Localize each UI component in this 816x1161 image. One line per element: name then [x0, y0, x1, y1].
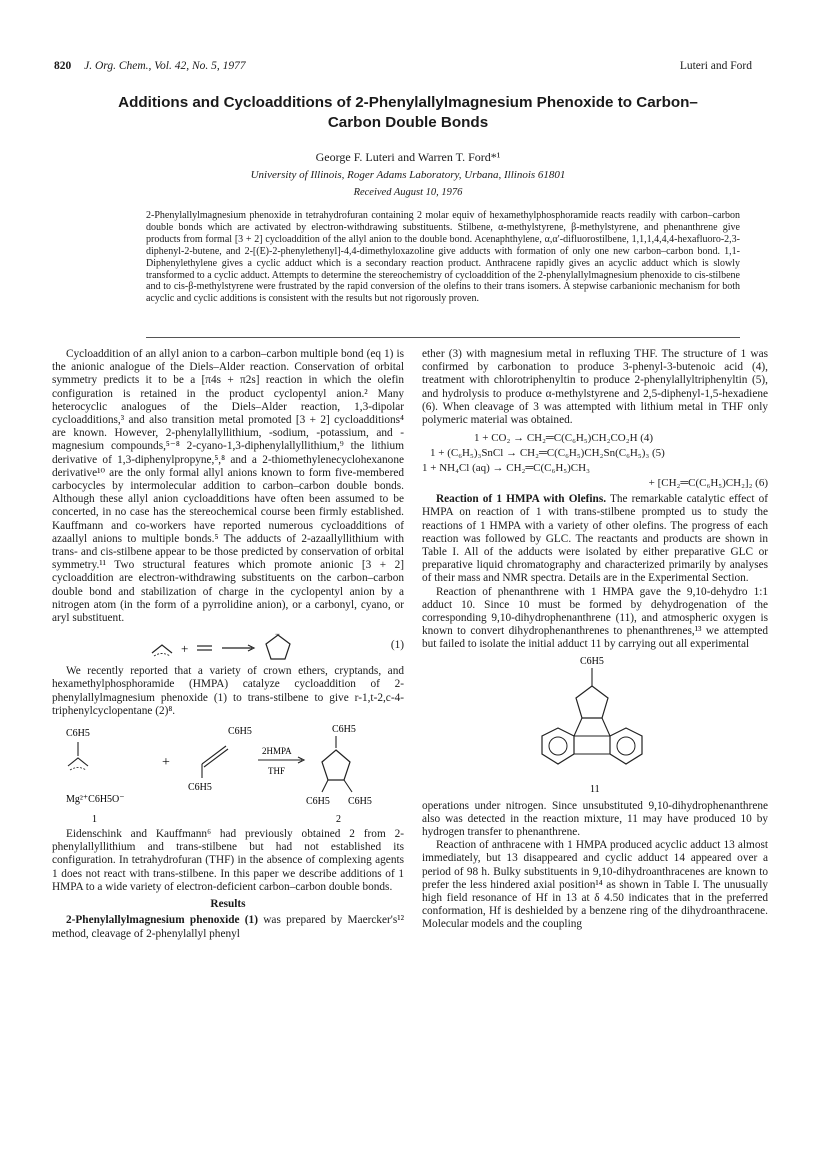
allyl-delocalization-1	[70, 768, 86, 771]
abstract: 2-Phenylallylmagnesium phenoxide in tetrahydrofuran containing 2 molar equiv of hexamethylphosphoramide reacts readily with carbon–carbon double bonds which are activated by electron-withdrawing substituents. Stilbene, α-methylstyrene, β-methylstyrene, and phenanthrene give products from formal [3 + 2] cycloaddition of the allyl anion to the double bond. Acenaphthylene, α,α′-difluorostilbene, 1,1,1,4,4,4-hexafluoro-2,3-diphenyl-2-butene, and 2-[(E)-2-phenylethenyl]-4,4-dimethyloxazoline give adducts with formation of only one new carbon–carbon bond. 1,1-Diphenylethylene gives a cyclic adduct which is a secondary reaction product. Anthracene rapidly gives an acyclic adduct which is slowly transformed to a cyclic adduct. Attempts to determine the stereochemistry of cycloaddition of the 2-phenylallylmagnesium phenoxide to cis-stilbene and to cis-β-methylstyrene were frustrated by the rapid conversion of the olefins to their trans isomers. A stepwise carbanionic mechanism for both acyclic and cyclic additions is consistent with the results but not rigorously proven.	[146, 210, 740, 305]
journal-citation: J. Org. Chem., Vol. 42, No. 5, 1977	[84, 60, 246, 72]
catalysis-paragraph: We recently reported that a variety of crown ethers, cryptands, and hexamethylphosphoramide (HMPA) catalyze cycloaddition of 2-phenylallylmagnesium phenoxide (1) to trans-stilbene to give r-1,t-2,c-4-triphenylcyclopentane (2)⁸.	[52, 665, 404, 717]
allyl-delocalization	[154, 654, 170, 657]
phenyl-label-4: C6H5	[332, 724, 356, 736]
results-paragraph	[52, 914, 404, 940]
equation-6-line-2: + [CH₂═C(C₆H₅)CH₂]₂ (6)	[648, 477, 768, 490]
solvent-label: THF	[268, 766, 286, 777]
cyclopentane-ring	[322, 750, 350, 780]
equation-5: 1 + (C₆H₅)₃SnCl → CH₂═C(C₆H₅)CH₂Sn(C₆H₅)₃ (5)	[430, 447, 665, 460]
equation-number: (1)	[390, 639, 404, 652]
compound-2-label: 2	[336, 814, 341, 826]
plus-sign-1: +	[181, 641, 189, 657]
intro-paragraph: Cycloaddition of an allyl anion to a carbon–carbon multiple bond (eq 1) is the anionic analogue of the Diels–Alder reaction. Conservation of orbital symmetry predicts it to be a [π4s + π2s] reaction in which the olefin configuration is retained in the product cyclopentyl anion.² Many heterocyclic analogues of the Diels–Alder reaction, 1,3-dipolar cycloadditions,³ and also transition metal promoted [3 + 2] cycloadditions⁴ are known. However, 2-phenylallyllithium, -sodium, -potassium, and -magnesium compounds,⁵⁻⁸ 2-cyano-1,3-diphenylallyllithium,⁹ the lithium derivative of 1,3-diphenylpropyne,⁵,⁸ and a 2-thiomethylenecyclohexanone derivative¹⁰ are the only formal allyl anions known to form five-membered carbocycles by intermolecular addition to carbon–carbon double bonds. Although these allyl anion cycloadditions have often been assumed to be concerted, in no case has the stereochemical course been firmly established. Kauffmann and co-workers have reported numerous cycloadditions of azaallyl anions to multiple bonds.⁵ The adducts of 2-azaallyllithium with trans- and cis-stilbene appear to be those predicted by conservation of orbital symmetry.¹¹ Two structural features which promote anionic [3 + 2] cycloaddition are electron-withdrawing substituents on the carbon–carbon double bond and stabilization of charge in the cyclopentyl anion by a nitrogen atom (in the form of a pyrrolidine anion), or a carbonyl, cyano, or aryl substituent.	[52, 348, 404, 625]
structure-11	[422, 652, 768, 800]
phenyl-label-2: C6H5	[228, 726, 252, 738]
page-number: 820	[54, 60, 72, 72]
fused-bond-left	[574, 718, 582, 736]
compound-1-label: 1	[92, 814, 97, 826]
results-heading: Results	[210, 898, 246, 911]
anthracene-paragraph: Reaction of anthracene with 1 HMPA produced acyclic adduct 13 almost immediately, but 13 disappeared and cyclic adduct 14 appeared over a period of 98 h. Bulky substituents in 9,10-dihydroanthracenes are known to prefer the less hindered axial position¹⁴ as shown in Table I. The unusually high field resonance of Hf in 13 at δ 4.50 indicates that in the preferred conformation, Hf is deshielded by a benzene ring of the dihydroanthracene. Molecular models and the coupling	[422, 839, 768, 931]
reagent-label: 2HMPA	[262, 746, 292, 757]
paper-title: Additions and Cycloadditions of 2-Phenylallylmagnesium Phenoxide to Carbon–Carbon Double Bonds	[118, 94, 698, 131]
aromatic-circle-right	[617, 737, 635, 755]
fused-bond-right	[602, 718, 610, 736]
olefin-lead: Reaction of 1 HMPA with Olefins.	[436, 493, 607, 506]
allyl-frame	[68, 758, 88, 766]
equations-block	[422, 431, 768, 491]
cyclopentane-ring-11	[576, 686, 608, 718]
structure-phenyl-label: C6H5	[580, 655, 604, 667]
bond-2c	[344, 780, 352, 792]
phenyl-label-5: C6H5	[306, 796, 330, 808]
stilbene-bond-b	[204, 749, 228, 767]
olefin-paragraph	[422, 493, 768, 585]
olefin-text: The remarkable catalytic effect of HMPA on reaction of 1 with trans-stilbene prompted us to study the reactions of 1 HMPA with a variety of other olefins. The progress of each reaction was followed by GLC. The reactants and products are shown in Table I. All of the adducts were isolated by either preparative GLC or preparative liquid chromatography and characterized primarily by analyses of their mass and NMR spectra. Details are in the Experimental Section.	[422, 493, 768, 585]
aromatic-circle-left	[549, 737, 567, 755]
right-column	[422, 348, 768, 932]
plus-sign-2: +	[162, 755, 170, 771]
author-list: George F. Luteri and Warren T. Ford*¹	[315, 150, 501, 164]
results-lead: 2-Phenylallylmagnesium phenoxide (1)	[66, 914, 258, 927]
continuation-paragraph: ether (3) with magnesium metal in refluxing THF. The structure of 1 was confirmed by carbonation to produce 3-phenyl-3-butenoic acid (4), treatment with chlorotriphenyltin to produce 2-phenylallyltriphenyltin (5), and hydrolysis to produce α-methylstyrene and 2,5-diphenyl-1,5-hexadiene (6). When cleavage of 3 was attempted with lithium metal in THF only polymeric material was obtained.	[422, 348, 768, 427]
abstract-divider	[146, 337, 740, 338]
counterion-label: Mg²⁺C6H5O⁻	[66, 794, 125, 806]
results-text: was prepared by Maercker's¹² method, cleavage of 2-phenylallyl phenyl	[52, 914, 405, 940]
running-header	[54, 60, 246, 72]
phenyl-label-6: C6H5	[348, 796, 372, 808]
received-date: Received August 10, 1976	[353, 187, 463, 198]
phenyl-label-3: C6H5	[188, 782, 212, 794]
benzene-ring-left	[542, 728, 574, 764]
equation-4: 1 + CO₂ → CH₂═C(C₆H₅)CH₂CO₂H (4)	[474, 432, 654, 445]
background-paragraph: Eidenschink and Kauffmann⁶ had previously obtained 2 from 2-phenylallyllithium and trans-stilbene but had not established its configuration. In tetrahydrofuran (THF) in the absence of complexing agents 1 does not react with trans-stilbene. In this paper we describe additions of 1 HMPA to a wide variety of electron-deficient carbon–carbon double bonds.	[52, 828, 404, 893]
allyl-anion-shape	[152, 645, 172, 653]
equation-1-scheme	[52, 629, 404, 663]
nitrogen-paragraph: operations under nitrogen. Since unsubstituted 9,10-dihydrophenanthrene also was detected in the reaction mixture, 11 may have produced 10 by hydrogen transfer to phenanthrene.	[422, 799, 768, 839]
affiliation: University of Illinois, Roger Adams Laboratory, Urbana, Illinois 61801	[250, 169, 566, 181]
phenanthrene-paragraph: Reaction of phenanthrene with 1 HMPA gave the 9,10-dehydro 1:1 adduct 10. Since 10 must be formed by dehydrogenation of the corresponding 9,10-dihydrophenanthrene (11), and atmospheric oxygen is known to convert dihydrophenanthrenes to phenanthrenes,¹³ we attempted but failed to isolate the initial adduct 11 by carrying out all experimental	[422, 585, 768, 651]
stilbene-bond-a	[202, 746, 226, 764]
running-header-authors: Luteri and Ford	[679, 60, 752, 72]
anion-charge: −	[275, 629, 281, 640]
equation-1	[52, 629, 404, 663]
phenyl-label-1: C6H5	[66, 728, 90, 740]
bond-2b	[322, 780, 328, 792]
left-column	[52, 348, 404, 941]
equation-6-line-1: 1 + NH₄Cl (aq) → CH₂═C(C₆H₅)CH₃	[422, 462, 590, 475]
reaction-scheme	[52, 720, 404, 828]
benzene-ring-right	[610, 728, 642, 764]
structure-label: 11	[590, 783, 600, 795]
